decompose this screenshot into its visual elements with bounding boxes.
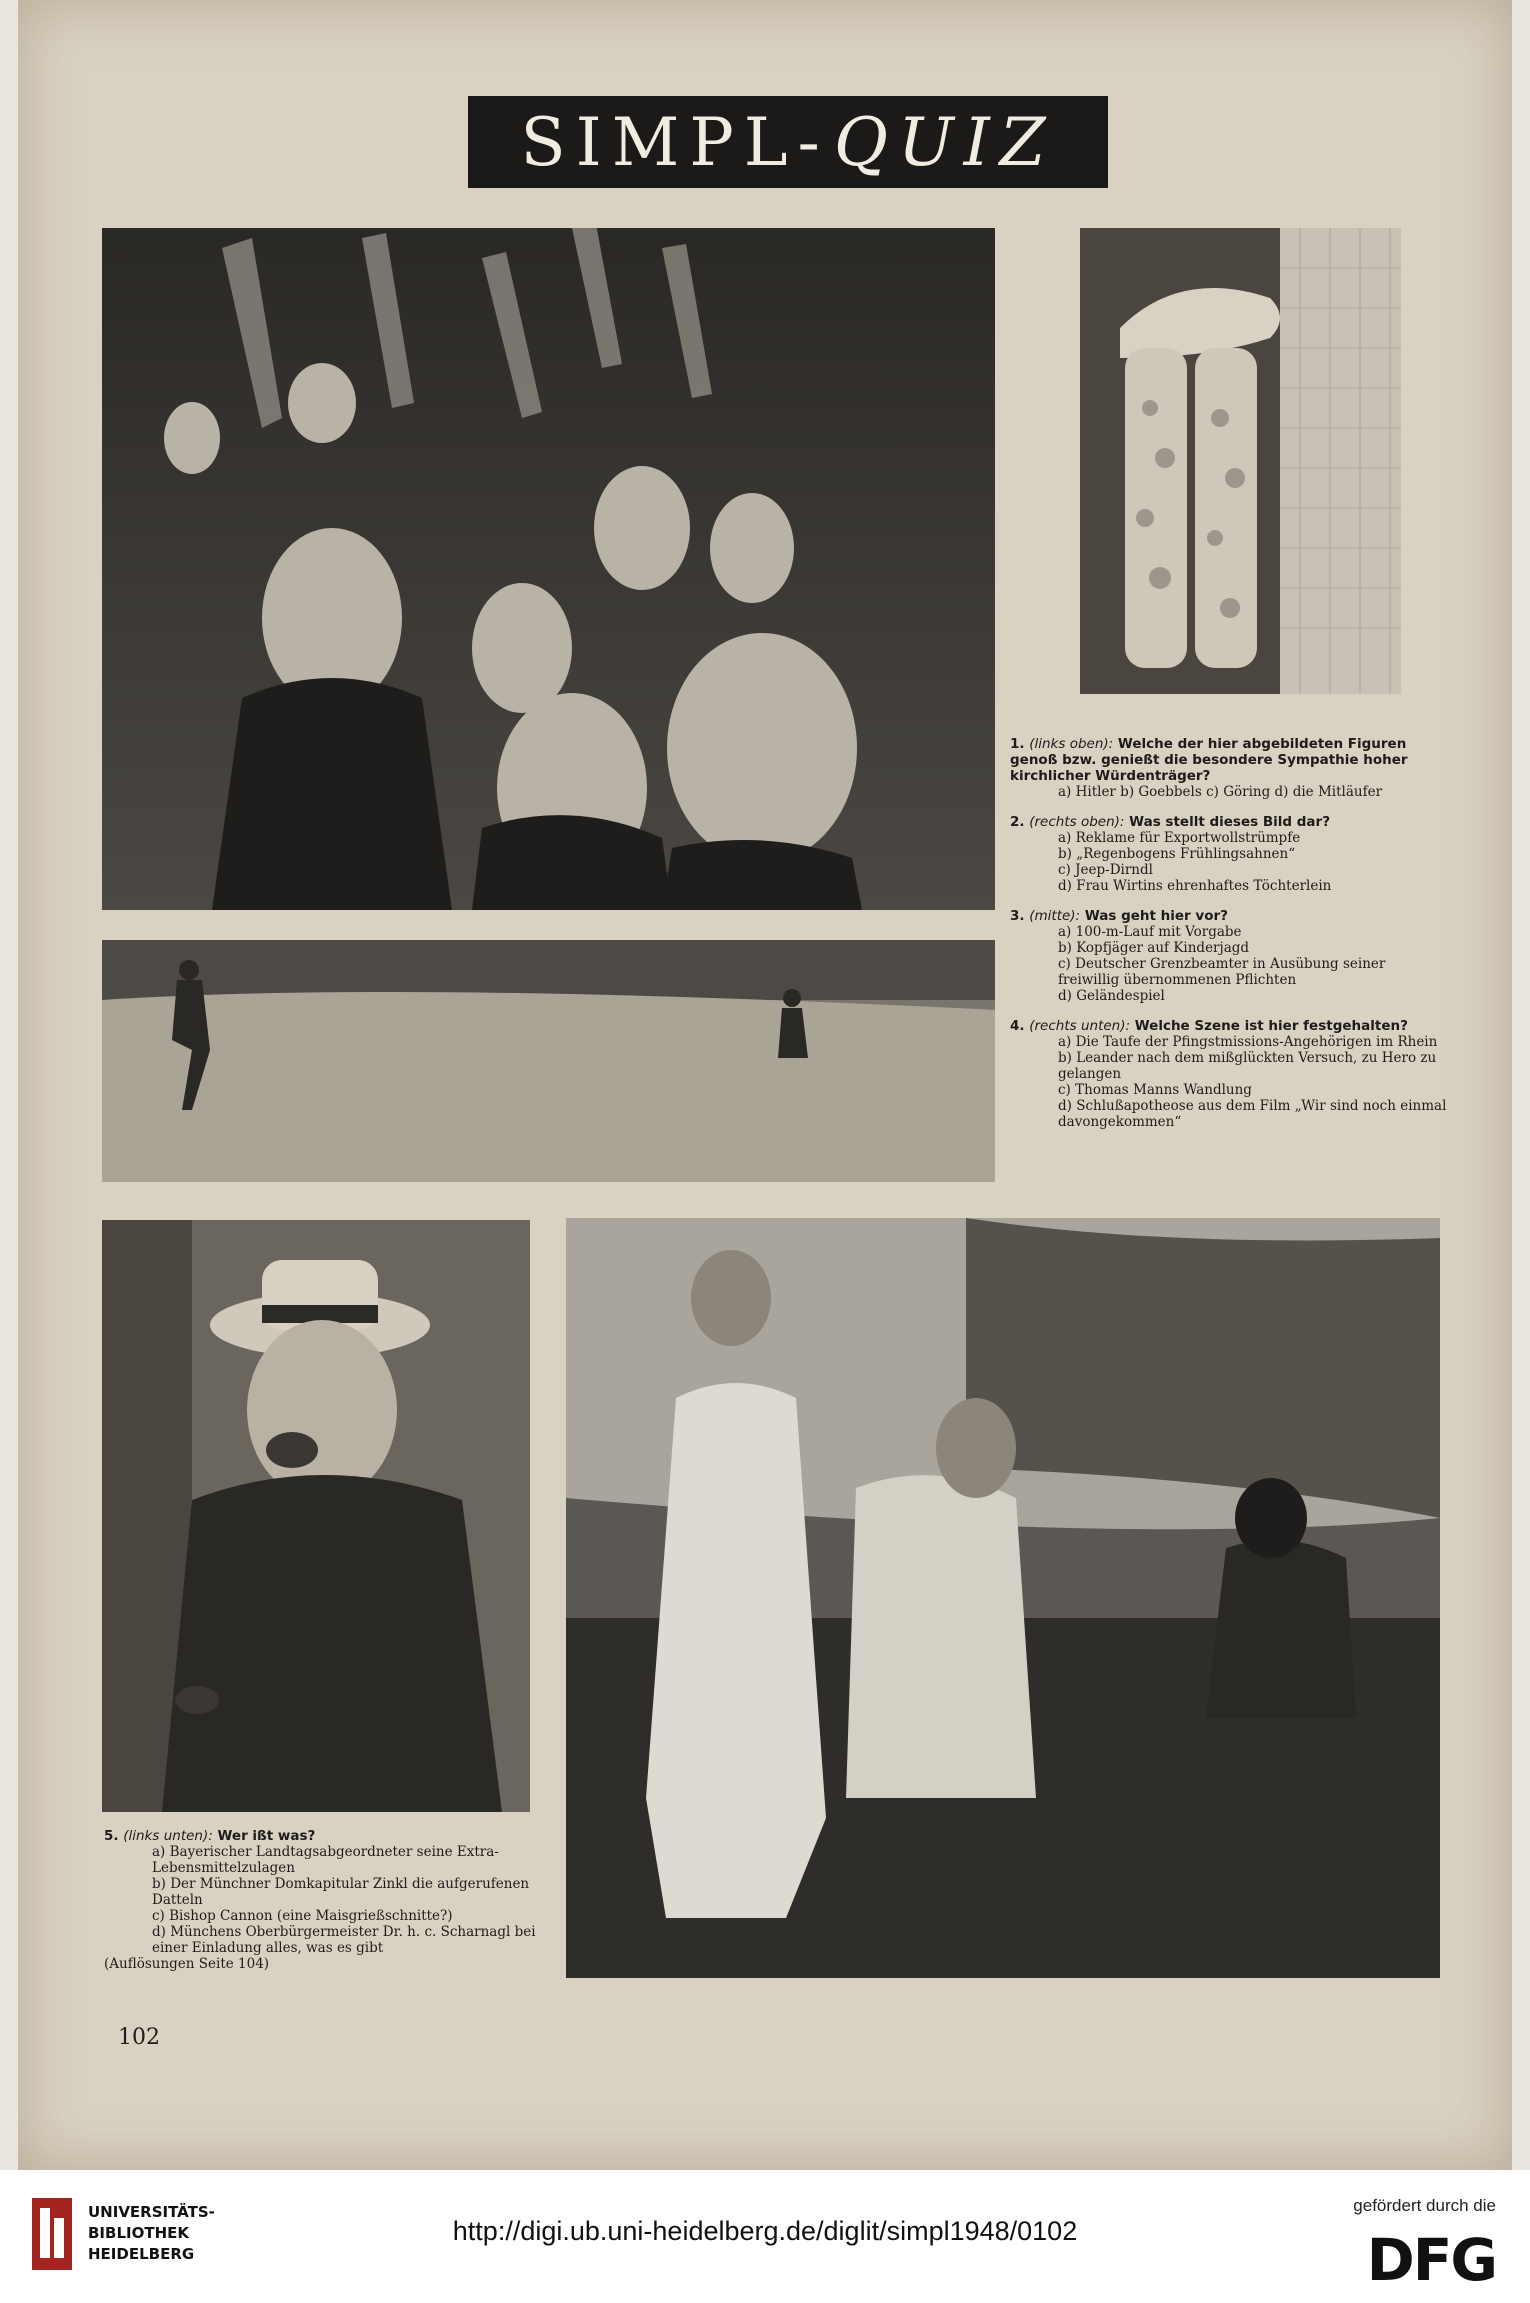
q1-answer: a) Hitler b) Goebbels c) Göring d) die Mitläufer xyxy=(1058,784,1383,800)
q5-answer-d: d) Münchens Oberbürgermeister Dr. h. c. Scharnagl bei einer Einladung alles, was es gibt xyxy=(152,1924,536,1956)
digitization-footer xyxy=(0,2170,1530,2303)
question-4 xyxy=(1010,1018,1450,1130)
q2-answer-a: a) Reklame für Exportwollstrümpfe xyxy=(1058,830,1301,846)
q3-text: Was geht hier vor? xyxy=(1084,908,1228,924)
q4-text: Welche Szene ist hier festgehalten? xyxy=(1134,1018,1408,1034)
question-2 xyxy=(1010,814,1450,894)
dfg-logo: DFG xyxy=(1366,2226,1496,2294)
q3-answer-b: b) Kopfjäger auf Kinderjagd xyxy=(1058,940,1250,956)
q4-location: (rechts unten): xyxy=(1029,1018,1131,1034)
photo-river-baptism xyxy=(566,1218,1440,1978)
q1-location: (links oben): xyxy=(1029,736,1114,752)
q4-answer-d: d) Schlußapotheose aus dem Film „Wir sind noch einmal davongekommen“ xyxy=(1058,1098,1447,1130)
source-url-link[interactable]: http://digi.ub.uni-heidelberg.de/diglit/simpl1948/0102 xyxy=(452,2216,1078,2246)
q2-location: (rechts oben): xyxy=(1029,814,1125,830)
q3-number: 3. xyxy=(1010,908,1025,924)
q4-answer-a: a) Die Taufe der Pfingstmissions-Angehörigen im Rhein xyxy=(1058,1034,1438,1050)
photo-crowd-salute xyxy=(102,228,995,910)
q5-location: (links unten): xyxy=(123,1828,213,1844)
q2-answer-b: b) „Regenbogens Frühlingsahnen“ xyxy=(1058,846,1296,862)
q5-answer-a: a) Bayerischer Landtagsabgeordneter seine Extra-Lebensmittelzulagen xyxy=(152,1844,499,1876)
uni-line-3: HEIDELBERG xyxy=(88,2245,195,2263)
q5-answer-c: c) Bishop Cannon (eine Maisgrießschnitte?) xyxy=(152,1908,453,1924)
q1-text: Welche der hier abgebildeten Figuren genoß bzw. genießt die besondere Sympathie hoher kirchlicher Würdenträger? xyxy=(1010,736,1408,784)
q1-number: 1. xyxy=(1010,736,1025,752)
masthead-title-b: QUIZ xyxy=(833,103,1056,181)
q3-answer-a: a) 100-m-Lauf mit Vorgabe xyxy=(1058,924,1242,940)
q5-number: 5. xyxy=(104,1828,119,1844)
solution-note: (Auflösungen Seite 104) xyxy=(104,1956,270,1972)
q4-answer-c: c) Thomas Manns Wandlung xyxy=(1058,1082,1252,1098)
q4-number: 4. xyxy=(1010,1018,1025,1034)
magazine-page xyxy=(18,0,1512,2170)
q2-answer-d: d) Frau Wirtins ehrenhaftes Töchterlein xyxy=(1058,878,1332,894)
q3-location: (mitte): xyxy=(1029,908,1081,924)
page-number: 102 xyxy=(118,2025,160,2050)
uni-line-1: UNIVERSITÄTS- xyxy=(88,2203,215,2221)
question-3 xyxy=(1010,908,1450,1004)
photo-stockings xyxy=(1080,228,1401,694)
q2-text: Was stellt dieses Bild dar? xyxy=(1129,814,1331,830)
question-1 xyxy=(1010,736,1450,800)
photo-man-eating xyxy=(102,1220,530,1812)
q3-answer-d: d) Geländespiel xyxy=(1058,988,1165,1004)
funded-by-text: gefördert durch die xyxy=(1353,2196,1496,2215)
photo-field-runners xyxy=(102,940,995,1182)
q5-text: Wer ißt was? xyxy=(217,1828,316,1844)
q4-answer-b: b) Leander nach dem mißglückten Versuch, zu Hero zu gelangen xyxy=(1058,1050,1437,1082)
q3-answer-c: c) Deutscher Grenzbeamter in Ausübung seiner freiwillig übernommenen Pflichten xyxy=(1058,956,1386,988)
masthead-title-a: SIMPL- xyxy=(520,103,830,181)
question-5 xyxy=(104,1828,544,1972)
masthead xyxy=(468,96,1108,188)
q5-answer-b: b) Der Münchner Domkapitular Zinkl die aufgerufenen Datteln xyxy=(152,1876,530,1908)
uni-line-2: BIBLIOTHEK xyxy=(88,2224,189,2242)
questions-column xyxy=(1010,736,1450,1144)
q2-number: 2. xyxy=(1010,814,1025,830)
q2-answer-c: c) Jeep-Dirndl xyxy=(1058,862,1153,878)
